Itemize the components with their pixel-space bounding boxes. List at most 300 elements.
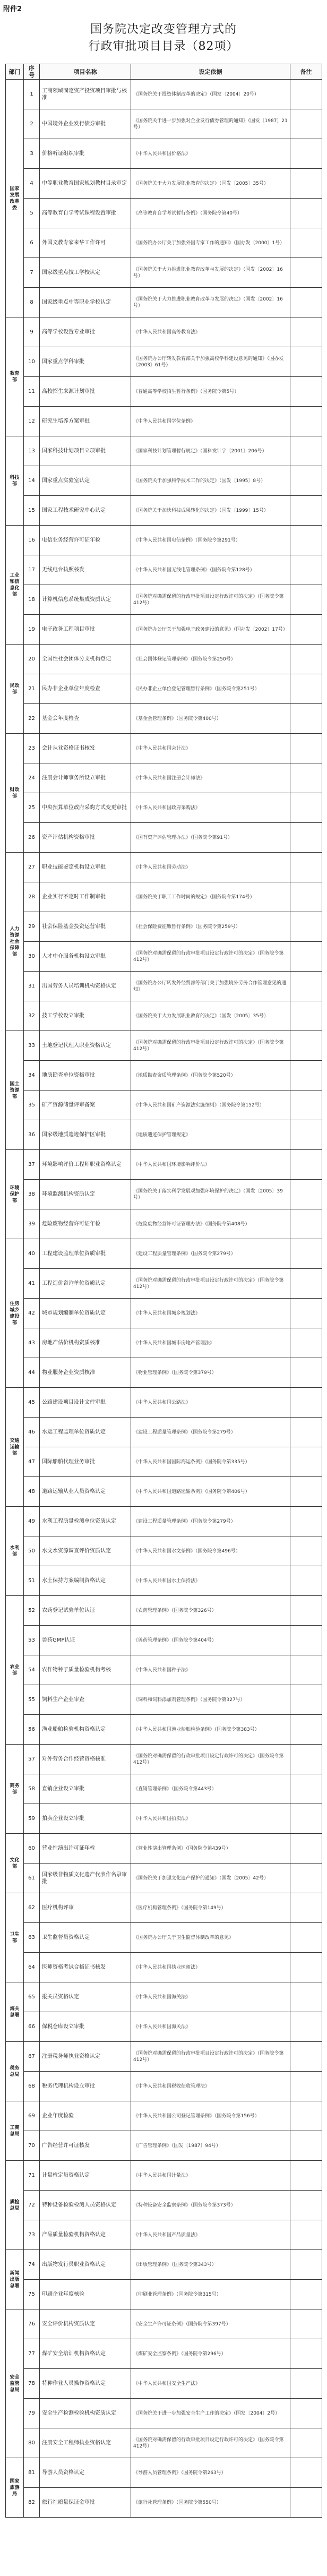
table-row [6,2309,322,2339]
remark-cell [290,615,322,645]
no-cell: 74 [24,2250,40,2280]
table-row [6,1388,322,1418]
name-cell: 拍卖企业设立审批 [40,1804,131,1834]
name-cell: 企业年度检验 [40,2101,131,2131]
name-cell: 职业技能鉴定机构设立审批 [40,853,131,882]
name-cell: 直销企业设立审批 [40,1774,131,1804]
no-cell: 45 [24,1388,40,1418]
remark-cell [290,1090,322,1120]
name-cell: 旅行社质量保证金审批 [40,2488,131,2518]
basis-cell: 《建设工程质量管理条例》（国务院令第279号） [131,1239,290,1269]
remark-cell [290,2220,322,2250]
no-cell: 21 [24,674,40,704]
table-row [6,2280,322,2309]
dept-cell: 国家旅游局 [6,2458,24,2518]
name-cell: 税务代理机构设立审批 [40,2072,131,2101]
dept-cell: 海关总署 [6,1982,24,2042]
basis-cell: 《国务院办公厅转发外经贸部等部门关于加强境外劳务合作管理意见的通知》 [131,972,290,1001]
name-cell: 注册税务师执业资格认定 [40,2042,131,2072]
table-row [6,199,322,228]
dept-cell: 住房城乡建设部 [6,1239,24,1388]
name-cell: 水运工程监理单位资质认定 [40,1418,131,1447]
name-cell: 农作物种子质量检验机构考核 [40,1655,131,1685]
table-row [6,1299,322,1328]
table-row [6,1031,322,1061]
table-row [6,407,322,436]
remark-cell [290,199,322,228]
basis-cell: 《中华人民共和国安全生产法》 [131,2369,290,2399]
basis-cell: 《国务院对确需保留的行政审批项目设定行政许可的决定》（国务院令第412号） [131,2428,290,2458]
basis-cell: 《中华人民共和国学位条例》 [131,407,290,436]
remark-cell [290,1834,322,1864]
basis-cell: 《中华人民共和国注册会计师法》 [131,763,290,793]
basis-cell: 《国家科技计划管理暂行规定》（国科发计字〔2001〕206号） [131,436,290,466]
table-header-row [6,64,322,80]
column-header-remark: 备注 [290,64,322,80]
name-cell: 人才中介服务机构设立审批 [40,942,131,972]
table-row [6,882,322,912]
table-row [6,1507,322,1536]
name-cell: 渔业船舶检验机构资格认定 [40,1715,131,1745]
basis-cell: 《国务院对确需保留的行政审批项目设定行政许可的决定》（国务院令第412号） [131,1745,290,1774]
basis-cell: 《国务院关于加快科技成果转化的决定》（国发〔1999〕15号） [131,496,290,526]
remark-cell [290,2339,322,2369]
table-row [6,2131,322,2161]
remark-cell [290,1031,322,1061]
no-cell: 56 [24,1715,40,1745]
name-cell: 出国劳务人员培训机构资格认定 [40,972,131,1001]
remark-cell [290,555,322,585]
basis-cell: 《高等教育自学考试暂行条例》（国务院令第40号） [131,199,290,228]
basis-cell: 《中华人民共和国城市房地产管理法》 [131,1328,290,1358]
table-row [6,1953,322,1982]
no-cell: 26 [24,823,40,853]
no-cell: 35 [24,1090,40,1120]
table-row [6,1001,322,1031]
column-header-no: 序号 [24,64,40,80]
table-row [6,2458,322,2488]
table-row [6,347,322,377]
no-cell: 49 [24,1507,40,1536]
basis-cell: 《国务院办公厅关于加强电子政务建设的意见》（国办发〔2002〕17号） [131,615,290,645]
name-cell: 印刷企业年度核验 [40,2280,131,2309]
table-row [6,1982,322,2012]
remark-cell [290,1745,322,1774]
table-row [6,615,322,645]
basis-cell: 《国务院对确需保留的行政审批项目设定行政许可的决定》（国务院令第412号） [131,942,290,972]
basis-cell: 《建设工程质量管理条例》（国务院令第279号） [131,1507,290,1536]
remark-cell [290,1061,322,1090]
no-cell: 54 [24,1655,40,1685]
table-row [6,1477,322,1507]
no-cell: 13 [24,436,40,466]
table-row [6,1626,322,1655]
table-row [6,288,322,317]
basis-cell: 《国务院对确需保留的行政审批项目设定行政许可的决定》（国务院令第412号） [131,2042,290,2072]
basis-cell: 《国务院关于加强科学技术工作的决定》（国发〔1995〕8号） [131,466,290,496]
name-cell: 国际船舶代理业务审批 [40,1447,131,1477]
remark-cell [290,1536,322,1566]
basis-cell: 《国有资产评估管理办法》（国务院令第91号） [131,823,290,853]
table-row [6,377,322,407]
no-cell: 28 [24,882,40,912]
table-row [6,2369,322,2399]
basis-cell: 《兽药管理条例》（国务院令第404号） [131,1626,290,1655]
no-cell: 34 [24,1061,40,1090]
table-row [6,466,322,496]
remark-cell [290,436,322,466]
dept-cell: 国土资源部 [6,1031,24,1150]
table-row [6,258,322,288]
name-cell: 高校招生来源计划审批 [40,377,131,407]
remark-cell [290,1209,322,1239]
remark-cell [290,258,322,288]
name-cell: 环境影响评价工程师职业资格认定 [40,1150,131,1180]
no-cell: 15 [24,496,40,526]
no-cell: 30 [24,942,40,972]
no-cell: 10 [24,347,40,377]
no-cell: 8 [24,288,40,317]
no-cell: 47 [24,1447,40,1477]
table-row [6,1269,322,1299]
basis-cell: 《中华人民共和国电信条例》（国务院令第291号） [131,526,290,555]
table-row [6,139,322,169]
no-cell: 27 [24,853,40,882]
table-row [6,1774,322,1804]
name-cell: 安全生产检测检验机构资质认定 [40,2399,131,2428]
remark-cell [290,2042,322,2072]
name-cell: 环境监测机构资质认定 [40,1180,131,1209]
name-cell: 保税仓库设立审批 [40,2012,131,2042]
remark-cell [290,2488,322,2518]
basis-cell: 《中华人民共和国劳动法》 [131,853,290,882]
name-cell: 国家级重点中等职业学校认定 [40,288,131,317]
no-cell: 65 [24,1982,40,2012]
table-row [6,1358,322,1388]
no-cell: 2 [24,109,40,139]
table-row [6,704,322,734]
no-cell: 25 [24,793,40,823]
name-cell: 兽药GMP认证 [40,1626,131,1655]
no-cell: 29 [24,912,40,942]
no-cell: 79 [24,2399,40,2428]
basis-cell: 《国务院关于进一步加强对企业发行债券管理的通知》（国发〔1987〕21号） [131,109,290,139]
no-cell: 38 [24,1180,40,1209]
table-row [6,1120,322,1150]
no-cell: 7 [24,258,40,288]
no-cell: 40 [24,1239,40,1269]
remark-cell [290,1477,322,1507]
remark-cell [290,2012,322,2042]
basis-cell: 《地质遗迹保护管理规定》 [131,1120,290,1150]
column-header-basis: 设定依据 [131,64,290,80]
dept-cell: 民政部 [6,645,24,734]
table-row [6,1923,322,1953]
no-cell: 22 [24,704,40,734]
basis-cell: 《中华人民共和国高等教育法》 [131,317,290,347]
name-cell: 饲料生产企业审查 [40,1685,131,1715]
basis-cell: 《国务院关于大力发展职业教育的决定》（国发〔2005〕35号） [131,169,290,199]
remark-cell [290,1655,322,1685]
remark-cell [290,496,322,526]
name-cell: 物业服务企业资质核准 [40,1358,131,1388]
remark-cell [290,1626,322,1655]
dept-cell: 人力资源社会保障部 [6,853,24,1031]
no-cell: 70 [24,2131,40,2161]
remark-cell [290,2428,322,2458]
table-row [6,734,322,763]
no-cell: 42 [24,1299,40,1328]
remark-cell [290,585,322,615]
name-cell: 国家级非物质文化遗产代表作名录审批 [40,1864,131,1893]
name-cell: 资产评估机构资格审批 [40,823,131,853]
name-cell: 水土保持方案编制资格认定 [40,1566,131,1596]
table-row [6,1715,322,1745]
dept-cell: 国家发展改革委 [6,80,24,317]
remark-cell [290,109,322,139]
name-cell: 对外劳务合作经营资格核准 [40,1745,131,1774]
basis-cell: 《物业管理条例》（国务院令第379号） [131,1358,290,1388]
basis-cell: 《中华人民共和国公路法》 [131,1388,290,1418]
no-cell: 55 [24,1685,40,1715]
remark-cell [290,1328,322,1358]
table-row [6,1834,322,1864]
remark-cell [290,823,322,853]
name-cell: 民办非企业单位年度检查 [40,674,131,704]
name-cell: 特种作业人员操作资格认定 [40,2369,131,2399]
basis-cell: 《中华人民共和国税收征收管理法》 [131,2072,290,2101]
basis-cell: 《中华人民共和国国际海运条例》（国务院令第335号） [131,1447,290,1477]
name-cell: 报关员资格认定 [40,1982,131,2012]
page-title-line2: 行政审批项目目录（82项） [88,40,239,53]
name-cell: 医师资格考试合格证书核发 [40,1953,131,1982]
no-cell: 48 [24,1477,40,1507]
name-cell: 安全评价机构资质认定 [40,2309,131,2339]
remark-cell [290,1120,322,1150]
remark-cell [290,2101,322,2131]
table-row [6,1418,322,1447]
no-cell: 3 [24,139,40,169]
basis-cell: 《中华人民共和国海关法》 [131,1982,290,2012]
no-cell: 58 [24,1774,40,1804]
dept-cell: 交通运输部 [6,1388,24,1507]
no-cell: 66 [24,2012,40,2042]
table-row [6,1864,322,1893]
basis-cell: 《国务院关于进一步加强安全生产工作的决定》（国发〔2004〕2号） [131,2399,290,2428]
table-row [6,1536,322,1566]
remark-cell [290,2369,322,2399]
no-cell: 36 [24,1120,40,1150]
remark-cell [290,1685,322,1715]
table-row [6,674,322,704]
table-row [6,1090,322,1120]
basis-cell: 《农药管理条例》（国务院令第326号） [131,1596,290,1626]
remark-cell [290,228,322,258]
no-cell: 9 [24,317,40,347]
no-cell: 82 [24,2488,40,2518]
table-row [6,436,322,466]
remark-cell [290,466,322,496]
table-row [6,2339,322,2369]
page-title-line1: 国务院决定改变管理方式的 [90,23,237,36]
remark-cell [290,882,322,912]
name-cell: 公路建设项目设计文件审批 [40,1388,131,1418]
name-cell: 地质勘查单位资格审批 [40,1061,131,1090]
no-cell: 39 [24,1209,40,1239]
dept-cell: 教育部 [6,317,24,436]
name-cell: 工程造价咨询单位资质认定 [40,1269,131,1299]
name-cell: 医疗机构评审 [40,1893,131,1923]
remark-cell [290,288,322,317]
basis-cell: 《社会保险费征缴暂行条例》（国务院令第259号） [131,912,290,942]
basis-cell: 《建设工程质量管理条例》（国务院令第279号） [131,1418,290,1447]
dept-cell: 质检总局 [6,2161,24,2250]
name-cell: 出版物发行员职业资格认定 [40,2250,131,2280]
no-cell: 18 [24,585,40,615]
name-cell: 中央预算单位政府采购方式变更审批 [40,793,131,823]
remark-cell [290,2309,322,2339]
name-cell: 危险废物经营许可证年检 [40,1209,131,1239]
no-cell: 67 [24,2042,40,2072]
remark-cell [290,645,322,674]
no-cell: 46 [24,1418,40,1447]
basis-cell: 《中华人民共和国水文条例》（国务院令第496号） [131,1536,290,1566]
table-row [6,793,322,823]
remark-cell [290,1715,322,1745]
name-cell: 全国性社会团体分支机构登记 [40,645,131,674]
basis-cell: 《国务院办公厅关于加强外国专家工作的通知》（国办发〔2000〕1号） [131,228,290,258]
basis-cell: 《导游人员管理条例》（国务院令第263号） [131,2458,290,2488]
dept-cell: 科技部 [6,436,24,526]
basis-cell: 《国务院对确需保留的行政审批项目设定行政许可的决定》（国务院令第412号） [131,1269,290,1299]
no-cell: 62 [24,1893,40,1923]
no-cell: 32 [24,1001,40,1031]
remark-cell [290,347,322,377]
basis-cell: 《国务院关于加强文化遗产保护的通知》（国发〔2005〕42号） [131,1864,290,1893]
no-cell: 59 [24,1804,40,1834]
remark-cell [290,377,322,407]
basis-cell: 《国务院关于大力推进职业教育改革与发展的决定》（国发〔2002〕16号） [131,288,290,317]
remark-cell [290,1447,322,1477]
basis-cell: 《基金会管理条例》（国务院令第400号） [131,704,290,734]
table-row [6,1893,322,1923]
remark-cell [290,1239,322,1269]
basis-cell: 《中华人民共和国道路运输条例》（国务院令第406号） [131,1477,290,1507]
basis-cell: 《中华人民共和国执业医师法》 [131,1953,290,1982]
no-cell: 60 [24,1834,40,1864]
table-row [6,2012,322,2042]
no-cell: 24 [24,763,40,793]
no-cell: 68 [24,2072,40,2101]
table-body [6,80,322,2518]
name-cell: 水利工程质量检测单位资质认定 [40,1507,131,1536]
name-cell: 农药登记试验单位认证 [40,1596,131,1626]
table-row [6,317,322,347]
remark-cell [290,1269,322,1299]
name-cell: 煤矿安全培训机构资格认定 [40,2339,131,2369]
basis-cell: 《国务院关于落实科学发展观加强环境保护的决定》（国发〔2005〕39号） [131,1180,290,1209]
basis-cell: 《特种设备安全监察条例》（国务院令第373号） [131,2191,290,2220]
basis-cell: 《广告管理条例》（国发〔1987〕94号） [131,2131,290,2161]
name-cell: 计量检定员资格认定 [40,2161,131,2191]
name-cell: 外国文教专家来华工作许可 [40,228,131,258]
basis-cell: 《民办非企业单位登记管理暂行条例》（国务院令第251号） [131,674,290,704]
basis-cell: 《安全生产许可证条例》（国务院令第397号） [131,2309,290,2339]
dept-cell: 税务总局 [6,2042,24,2101]
table-row [6,1566,322,1596]
remark-cell [290,1893,322,1923]
remark-cell [290,1864,322,1893]
name-cell: 国家级地质遗迹保护区审批 [40,1120,131,1150]
table-row [6,2250,322,2280]
table-row [6,1447,322,1477]
table-row [6,1596,322,1626]
basis-cell: 《中华人民共和国计量法》 [131,2161,290,2191]
basis-cell: 《煤矿安全监察条例》（国务院令第296号） [131,2339,290,2369]
remark-cell [290,139,322,169]
basis-cell: 《国务院关于大力推进职业教育改革与发展的决定》（国发〔2002〕16号） [131,258,290,288]
name-cell: 房地产估价机构资质核准 [40,1328,131,1358]
table-row [6,526,322,555]
name-cell: 价格听证组织审批 [40,139,131,169]
dept-cell: 环境保护部 [6,1150,24,1239]
table-row [6,2161,322,2191]
no-cell: 43 [24,1328,40,1358]
remark-cell [290,2280,322,2309]
basis-cell: 《印刷业管理条例》（国务院令第315号） [131,2280,290,2309]
table-row [6,912,322,942]
name-cell: 中等职业教育国家规划教材目录审定 [40,169,131,199]
no-cell: 78 [24,2369,40,2399]
name-cell: 注册安全工程师执业资格认定 [40,2428,131,2458]
remark-cell [290,972,322,1001]
dept-cell: 财政部 [6,734,24,853]
table-row [6,228,322,258]
no-cell: 33 [24,1031,40,1061]
name-cell: 矿产资源储量评审备案 [40,1090,131,1120]
basis-cell: 《医疗机构管理条例》（国务院令第149号） [131,1893,290,1923]
remark-cell [290,734,322,763]
basis-cell: 《直销管理条例》（国务院令第443号） [131,1774,290,1804]
no-cell: 73 [24,2220,40,2250]
no-cell: 44 [24,1358,40,1388]
basis-cell: 《中华人民共和国拍卖法》 [131,1804,290,1834]
no-cell: 12 [24,407,40,436]
remark-cell [290,1507,322,1536]
dept-cell: 农业部 [6,1596,24,1745]
remark-cell [290,2072,322,2101]
table-row [6,1745,322,1774]
name-cell: 国家重点实验室认定 [40,466,131,496]
no-cell: 6 [24,228,40,258]
remark-cell [290,1388,322,1418]
name-cell: 导游人员资格认定 [40,2458,131,2488]
name-cell: 工商领域固定资产投资项目审批与核准 [40,80,131,109]
table-row [6,763,322,793]
table-row [6,2191,322,2220]
dept-cell: 工商总局 [6,2101,24,2161]
remark-cell [290,2250,322,2280]
no-cell: 11 [24,377,40,407]
basis-cell: 《地质勘查资质管理条例》（国务院令第520号） [131,1061,290,1090]
table-row [6,1804,322,1834]
remark-cell [290,2131,322,2161]
name-cell: 产品质量检验机构资格认定 [40,2220,131,2250]
basis-cell: 《中华人民共和国公司登记管理条例》（国务院令第156号） [131,2101,290,2131]
no-cell: 37 [24,1150,40,1180]
basis-cell: 《中华人民共和国海关法》 [131,2012,290,2042]
remark-cell [290,763,322,793]
